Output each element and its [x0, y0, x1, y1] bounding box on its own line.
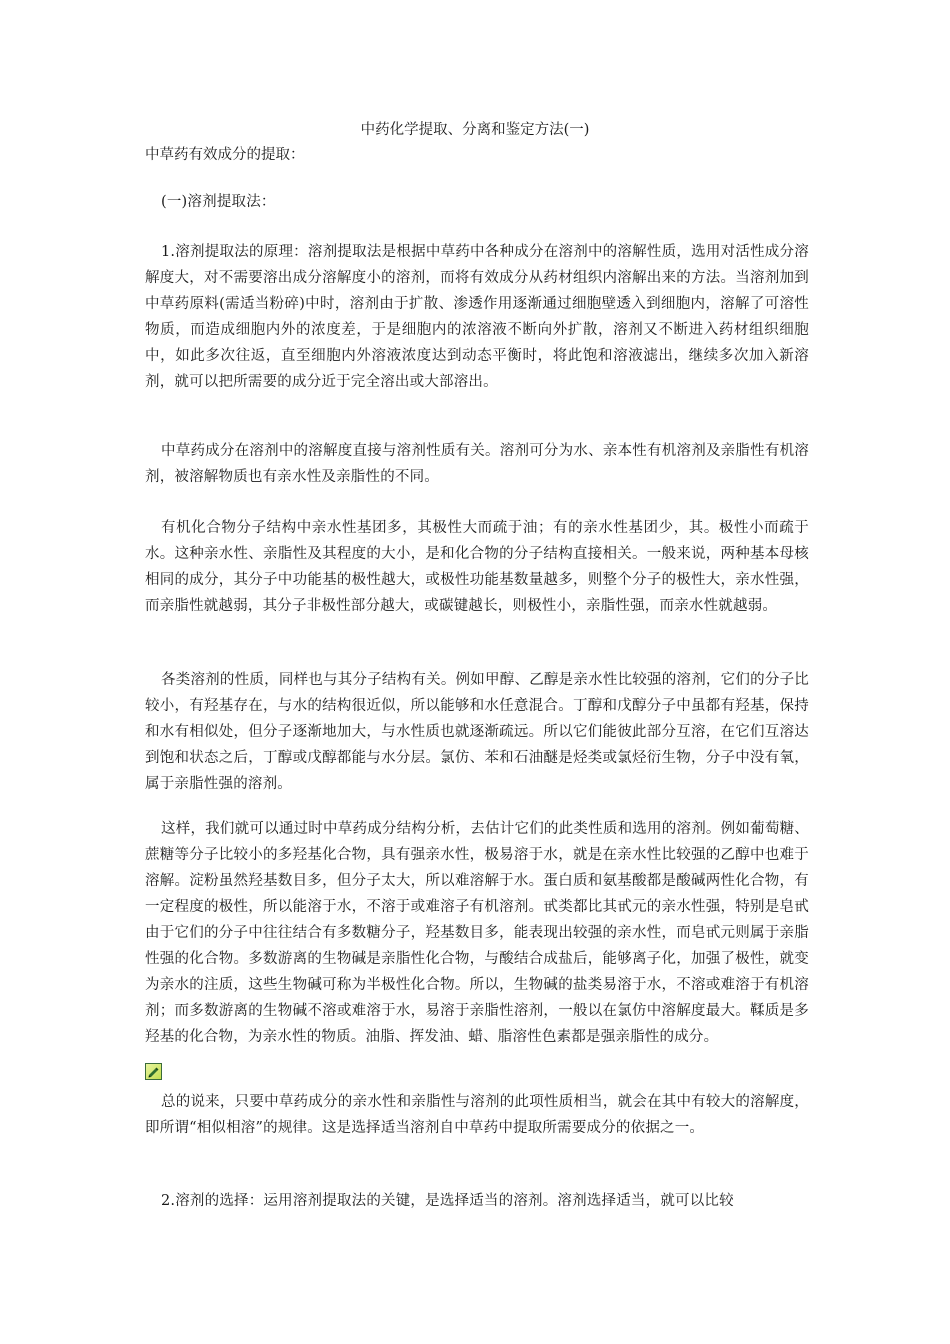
- paragraph-5: 这样，我们就可以通过时中草药成分结构分析，去估计它们的此类性质和选用的溶剂。例如葡萄糖、蔗糖等分子比较小的多羟基化合物，具有强亲水性，极易溶于水，就是在亲水性比较强的乙醇中也难于溶解。淀粉虽然羟基数目多，但分子太大，所以难溶解于水。蛋白质和氨基酸都是酸碱两性化合物，有一定程度的极性，所以能溶于水，不溶于或难溶子有机溶剂。甙类都比其甙元的亲水性强，特别是皂甙由于它们的分子中往往结合有多数糖分子，羟基数目多，能表现出较强的亲水性，而皂甙元则属于亲脂性强的化合物。多数游离的生物碱是亲脂性化合物，与酸结合成盐后，能够离子化，加强了极性，就变为亲水的注质，这些生物碱可称为半极性化合物。所以，生物碱的盐类易溶于水，不溶或难溶于有机溶剂；而多数游离的生物碱不溶或难溶于水，易溶于亲脂性溶剂，一般以在氯仿中溶解度最大。鞣质是多羟基的化合物，为亲水性的物质。油脂、挥发油、蜡、脂溶性色素都是强亲脂性的成分。: [145, 821, 809, 1045]
- page-subtitle: 中草药有效成分的提取：: [145, 147, 305, 163]
- section-heading: (一)溶剂提取法：: [161, 194, 276, 210]
- paragraph-1: 1.溶剂提取法的原理：溶剂提取法是根据中草药中各种成分在溶剂中的溶解性质，选用对活性成分溶解度大，对不需要溶出成分溶解度小的溶剂，而将有效成分从药材组织内溶解出来的方法。当溶剂加到中草药原料(需适当粉碎)中时，溶剂由于扩散、渗透作用逐渐通过细胞壁透入到细胞内，溶解了可溶性物质，而造成细胞内外的浓度差，于是细胞内的浓溶液不断向外扩散，溶剂又不断进入药材组织细胞中，如此多次往返，直至细胞内外溶液浓度达到动态平衡时，将此饱和溶液滤出，继续多次加入新溶剂，就可以把所需要的成分近于完全溶出或大部溶出。: [145, 244, 809, 390]
- page-title: 中药化学提取、分离和鉴定方法(一): [360, 122, 590, 138]
- pencil-icon: [145, 1063, 162, 1080]
- paragraph-7: 2.溶剂的选择：运用溶剂提取法的关键，是选择适当的溶剂。溶剂选择适当，就可以比较: [161, 1193, 734, 1209]
- paragraph-3: 有机化合物分子结构中亲水性基团多，其极性大而疏于油；有的亲水性基团少，其。极性小而疏于水。这种亲水性、亲脂性及其程度的大小，是和化合物的分子结构直接相关。一般来说，两种基本母核相同的成分，其分子中功能基的极性越大，或极性功能基数量越多，则整个分子的极性大，亲水性强，而亲脂性就越弱，其分子非极性部分越大，或碳键越长，则极性小，亲脂性强，而亲水性就越弱。: [145, 520, 809, 614]
- paragraph-2: 中草药成分在溶剂中的溶解度直接与溶剂性质有关。溶剂可分为水、亲本性有机溶剂及亲脂性有机溶剂，被溶解物质也有亲水性及亲脂性的不同。: [145, 443, 809, 485]
- paragraph-6: 总的说来，只要中草药成分的亲水性和亲脂性与溶剂的此项性质相当，就会在其中有较大的溶解度，即所谓“相似相溶”的规律。这是选择适当溶剂自中草药中提取所需要成分的依据之一。: [145, 1094, 809, 1136]
- paragraph-4: 各类溶剂的性质，同样也与其分子结构有关。例如甲醇、乙醇是亲水性比较强的溶剂，它们的分子比较小，有羟基存在，与水的结构很近似，所以能够和水任意混合。丁醇和戊醇分子中虽都有羟基，保持和水有相似处，但分子逐渐地加大，与水性质也就逐渐疏远。所以它们能彼此部分互溶，在它们互溶达到饱和状态之后，丁醇或戊醇都能与水分层。氯仿、苯和石油醚是烃类或氯烃衍生物，分子中没有氧，属于亲脂性强的溶剂。: [145, 672, 809, 792]
